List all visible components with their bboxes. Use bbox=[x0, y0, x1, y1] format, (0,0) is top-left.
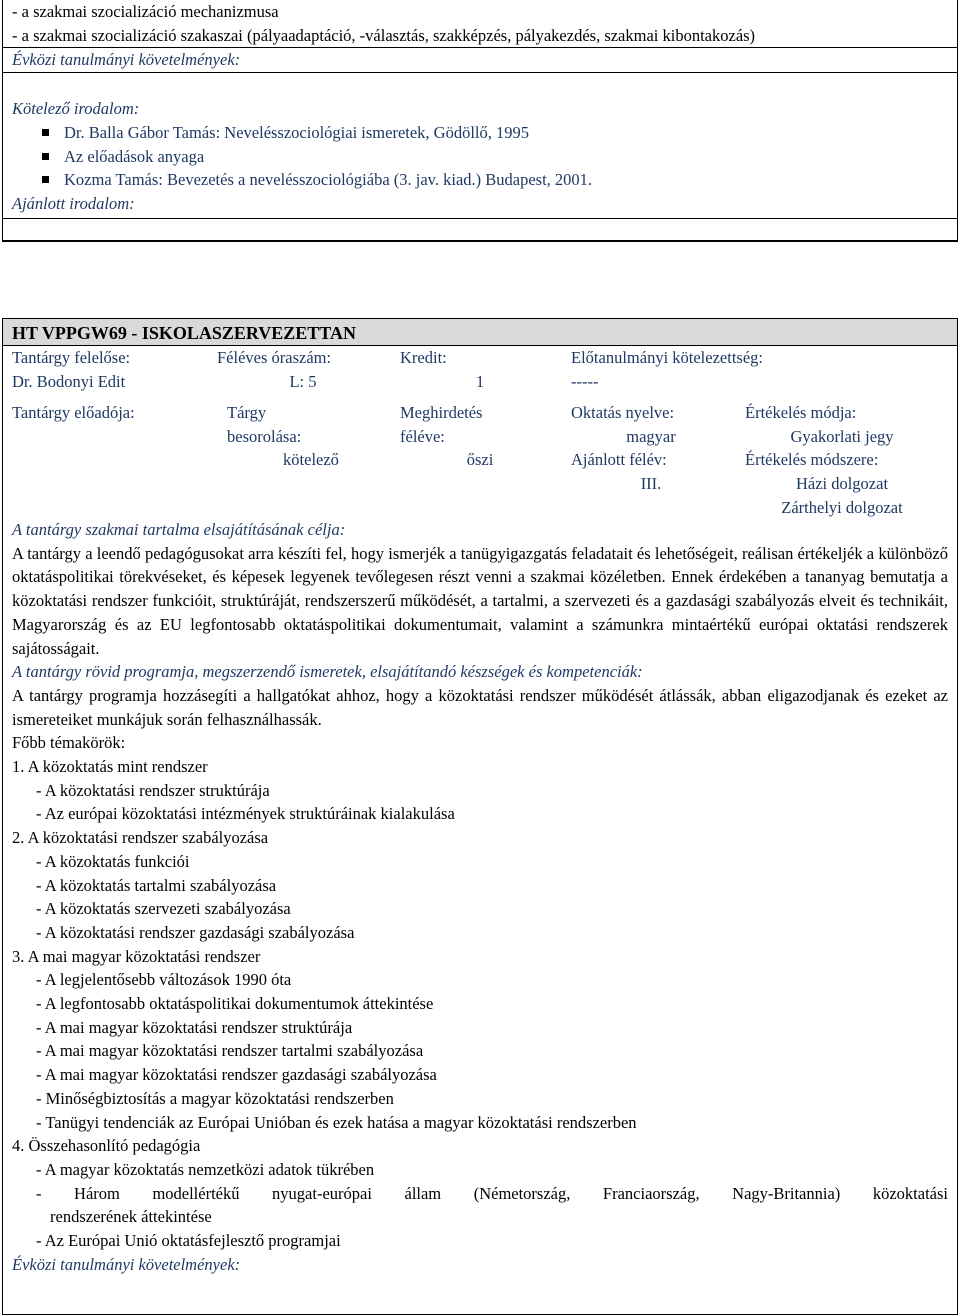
topic-item: - Tanügyi tendenciák az Európai Unióban és ezek hatása a magyar közoktatási rendszerben bbox=[36, 1112, 637, 1132]
course-info-grid bbox=[3, 346, 957, 518]
ajanlott-irodalom-label: Ajánlott irodalom: bbox=[12, 193, 135, 213]
course-title: HT VPPGW69 - ISKOLASZERVEZETTAN bbox=[3, 319, 957, 346]
topic-title: 4. Összehasonlító pedagógia bbox=[12, 1136, 201, 1156]
topic-item: - Három modellértékű nyugat-európai állam (Németország, Franciaország, Nagy-Britannia) közoktatási bbox=[36, 1183, 948, 1203]
kredit-value: 1 bbox=[475, 371, 485, 391]
topic-item: - A mai magyar közoktatási rendszer tartalmi szabályozása bbox=[36, 1041, 424, 1061]
topic-item: - A közoktatás szervezeti szabályozása bbox=[36, 899, 291, 919]
ertekeles-modszer-value: Zárthelyi dolgozat bbox=[781, 497, 903, 517]
topic-item: - Az Európai Unió oktatásfejlesztő programjai bbox=[36, 1231, 341, 1251]
topic-item: - Az európai közoktatási intézmények struktúráinak kialakulása bbox=[36, 804, 455, 824]
topic-title: 3. A mai magyar közoktatási rendszer bbox=[12, 946, 261, 966]
eloado-label: Tantárgy előadója: bbox=[12, 403, 135, 422]
felelos-label: Tantárgy felelőse: bbox=[12, 348, 131, 367]
ertekeles-modszer-value: Házi dolgozat bbox=[795, 474, 889, 494]
topic-title: 1. A közoktatás mint rendszer bbox=[12, 757, 208, 777]
text-line: - a szakmai szocializáció szakaszai (pályaadaptáció, -választás, szakképzés, pályakezdés, szakmai kibontakozás) bbox=[12, 25, 756, 45]
meghirdetes-value: őszi bbox=[466, 450, 494, 470]
evkozi-label: Évközi tanulmányi követelmények: bbox=[12, 1254, 241, 1274]
besorolas-label: Tárgy bbox=[227, 403, 267, 422]
nyelv-label: Oktatás nyelve: bbox=[571, 403, 675, 422]
cel-label: A tantárgy szakmai tartalma elsajátításának célja: bbox=[12, 520, 346, 539]
topic-item: - A közoktatás funkciói bbox=[36, 851, 190, 871]
meghirdetes-label: Meghirdetés bbox=[400, 403, 483, 422]
kredit-label: Kredit: bbox=[400, 348, 447, 367]
literature-item: Dr. Balla Gábor Tamás: Nevelésszociológiai ismeretek, Gödöllő, 1995 bbox=[12, 121, 948, 145]
course-section bbox=[2, 318, 958, 1315]
ertekeles-mod-value: Gyakorlati jegy bbox=[790, 426, 894, 446]
ertekeles-modszer-label: Értékelés módszere: bbox=[745, 450, 879, 470]
topic-item: - A legfontosabb oktatáspolitikai dokumentumok áttekintése bbox=[36, 994, 434, 1014]
ertekeles-mod-label: Értékelés módja: bbox=[745, 403, 857, 422]
previous-course-section bbox=[2, 0, 958, 242]
temakorok-label: Főbb témakörök: bbox=[12, 733, 126, 753]
cel-text: A tantárgy a leendő pedagógusokat arra készíti fel, hogy ismerjék a tanügyigazgatás feladatait és lehetőségeit, reálisan értékeljék a különböző oktatáspolitikai törekvéseket, és képesek legyenek tevőlegesen részt venni a szakmai közéletben. Ennek érdekében a tananyag bemutatja a közoktatási rendszer funkcióit, struktúráját, rendszerszerű működését, a tartalmi, a szervezeti és a gazdasági szabályozás elveit és technikáit, Magyarország és az EU legfontosabb oktatáspolitikai dokumentumait, valamint a számunkra mintaértékű európai oktatási rendszerek sajátosságait. bbox=[12, 543, 948, 658]
topic-item: - A közoktatási rendszer gazdasági szabályozása bbox=[36, 922, 355, 942]
topic-item: - A legjelentősebb változások 1990 óta bbox=[36, 970, 292, 990]
program-text: A tantárgy programja hozzásegíti a hallgatókat ahhoz, hogy a közoktatási rendszer működését átlássák, abban eligazodjanak és ezeket az ismereteiket munkájuk során felhasználhassák. bbox=[12, 685, 948, 729]
elotanulmanyi-label: Előtanulmányi kötelezettség: bbox=[571, 348, 763, 367]
topic-item: - A mai magyar közoktatási rendszer gazdasági szabályozása bbox=[36, 1065, 437, 1085]
evkozi-label: Évközi tanulmányi követelmények: bbox=[12, 50, 241, 70]
ajanlott-felev-value: III. bbox=[640, 474, 662, 494]
program-label: A tantárgy rövid programja, megszerzendő ismeretek, elsajátítandó készségek és kompetenciák: bbox=[12, 662, 643, 682]
felelos-value: Dr. Bodonyi Edit bbox=[12, 371, 126, 391]
topic-item: - A közoktatási rendszer struktúrája bbox=[36, 780, 270, 800]
topic-item-continuation: rendszerének áttekintése bbox=[50, 1207, 212, 1227]
empty-row bbox=[3, 218, 957, 241]
topic-title: 2. A közoktatási rendszer szabályozása bbox=[12, 828, 269, 848]
literature-item: Az előadások anyaga bbox=[12, 145, 948, 169]
besorolas-label: besorolása: bbox=[227, 426, 302, 446]
topic-item: - A közoktatás tartalmi szabályozása bbox=[36, 875, 277, 895]
oraszam-label: Féléves óraszám: bbox=[217, 348, 332, 367]
meghirdetes-label: féléve: bbox=[400, 426, 445, 446]
elotanulmanyi-value: ----- bbox=[571, 371, 599, 391]
besorolas-value: kötelező bbox=[283, 450, 339, 470]
literature-item: Kozma Tamás: Bevezetés a nevelésszociológiába (3. jav. kiad.) Budapest, 2001. bbox=[12, 168, 948, 192]
topic-item: - Minőségbiztosítás a magyar közoktatási rendszerben bbox=[36, 1088, 394, 1108]
kotelezo-irodalom-label: Kötelező irodalom: bbox=[12, 99, 140, 119]
oraszam-value: L: 5 bbox=[289, 371, 317, 391]
ajanlott-felev-label: Ajánlott félév: bbox=[571, 450, 667, 470]
nyelv-value: magyar bbox=[626, 426, 676, 446]
topic-item: - A magyar közoktatás nemzetközi adatok tükrében bbox=[36, 1159, 375, 1179]
text-line: - a szakmai szocializáció mechanizmusa bbox=[12, 2, 279, 21]
topic-item: - A mai magyar közoktatási rendszer struktúrája bbox=[36, 1017, 353, 1037]
